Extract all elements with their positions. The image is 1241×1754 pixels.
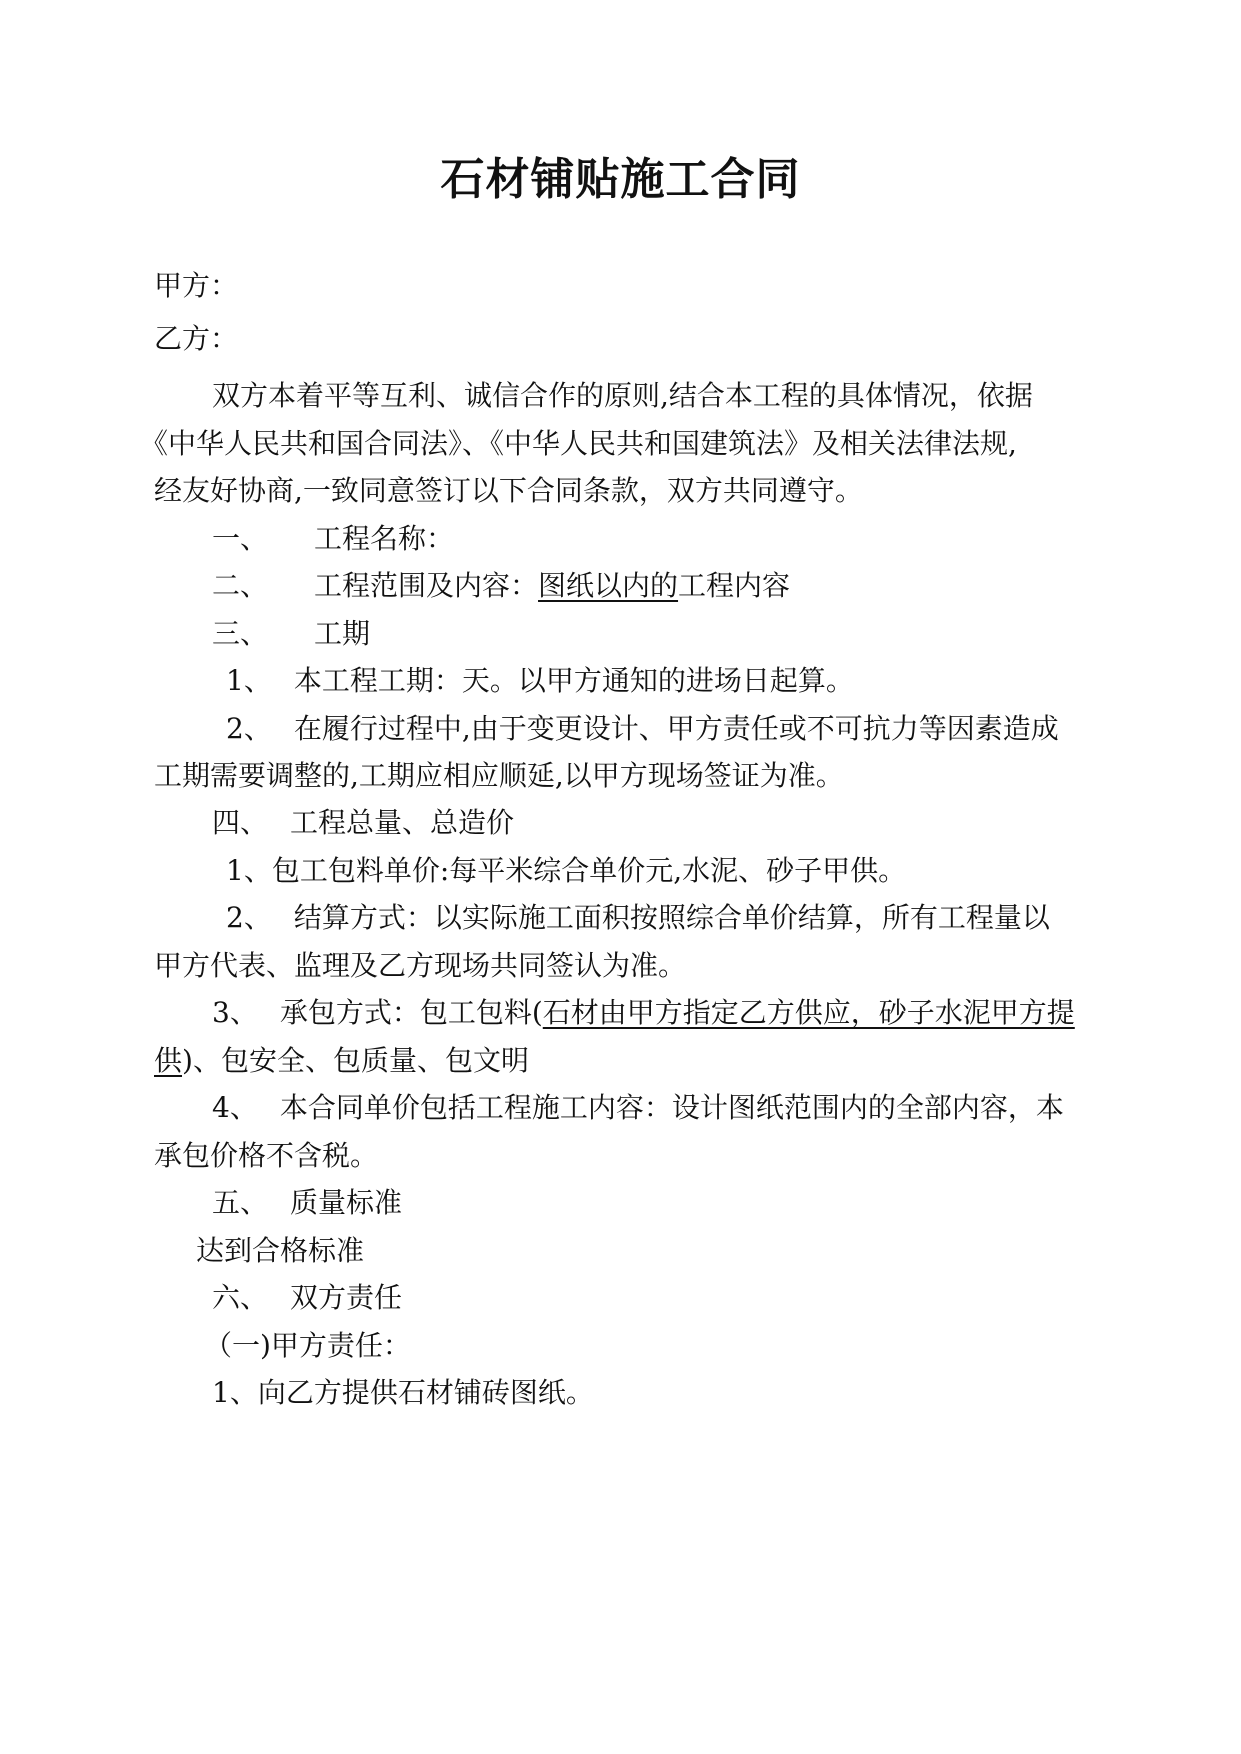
section-6-text: 双方责任 bbox=[290, 1281, 403, 1314]
section-4-item-4-continued: 承包价格不含税。 bbox=[154, 1139, 379, 1172]
section-4-item-2 bbox=[226, 898, 1050, 938]
item-text: 本合同单价包括工程施工内容：设计图纸范围内的全部内容，本 bbox=[279, 1091, 1064, 1124]
section-3-number: 三、 bbox=[212, 617, 269, 650]
item-number: 2、 bbox=[226, 712, 272, 745]
section-3-item-2 bbox=[226, 709, 1059, 749]
item-text: 承包方式：包工包料( bbox=[279, 996, 543, 1029]
section-3-item-1 bbox=[226, 661, 854, 701]
section-5-text: 质量标准 bbox=[290, 1186, 403, 1219]
section-5 bbox=[212, 1183, 402, 1223]
section-4-number: 四、 bbox=[212, 806, 269, 839]
section-1-text: 工程名称： bbox=[314, 522, 455, 555]
party-a-label: 甲方： bbox=[154, 269, 239, 302]
section-1 bbox=[212, 519, 454, 559]
section-2-text: 工程范围及内容： bbox=[314, 569, 539, 602]
intro-line-1: 双方本着平等互利、诚信合作的原则,结合本工程的具体情况，依据 bbox=[212, 379, 1033, 412]
section-4-text: 工程总量、总造价 bbox=[290, 806, 515, 839]
item-number: 4、 bbox=[212, 1091, 258, 1124]
item-number: 2、 bbox=[226, 901, 272, 934]
section-3-item-2-continued: 工期需要调整的,工期应相应顺延,以甲方现场签证为准。 bbox=[154, 759, 844, 792]
item-underlined-text: 石材由甲方指定乙方供应，砂子水泥甲方提 bbox=[542, 996, 1075, 1029]
intro-line-2: 《中华人民共和国合同法》、《中华人民共和国建筑法》及相关法律法规, bbox=[140, 427, 1017, 460]
section-4-item-3-continued bbox=[154, 1041, 529, 1081]
intro-line-3: 经友好协商,一致同意签订以下合同条款，双方共同遵守。 bbox=[154, 474, 863, 507]
section-2-number: 二、 bbox=[212, 569, 269, 602]
section-4 bbox=[212, 803, 514, 843]
section-6 bbox=[212, 1278, 402, 1318]
item-text: 本工程工期：天。以甲方通知的进场日起算。 bbox=[293, 664, 854, 697]
section-4-item-2-continued: 甲方代表、监理及乙方现场共同签认为准。 bbox=[154, 949, 687, 982]
section-6-subsection-1: （一)甲方责任： bbox=[204, 1329, 411, 1362]
section-3-text: 工期 bbox=[314, 617, 371, 650]
section-1-number: 一、 bbox=[212, 522, 269, 555]
section-6-number: 六、 bbox=[212, 1281, 269, 1314]
document-title: 石材铺贴施工合同 bbox=[440, 154, 801, 205]
item-text: 在履行过程中,由于变更设计、甲方责任或不可抗力等因素造成 bbox=[293, 712, 1059, 745]
section-5-number: 五、 bbox=[212, 1186, 269, 1219]
item-number: 3、 bbox=[212, 996, 258, 1029]
item-text: )、包安全、包质量、包文明 bbox=[182, 1044, 529, 1077]
section-4-item-4 bbox=[212, 1088, 1064, 1128]
section-2 bbox=[212, 566, 790, 606]
item-number: 1、 bbox=[226, 664, 272, 697]
section-2-text-after: 工程内容 bbox=[678, 569, 791, 602]
section-2-underlined-text: 图纸以内的 bbox=[538, 569, 679, 602]
party-b-label: 乙方： bbox=[154, 322, 239, 355]
section-6-subsection-1-item-1: 1、向乙方提供石材铺砖图纸。 bbox=[212, 1376, 594, 1409]
section-3 bbox=[212, 614, 370, 654]
item-underlined-text: 供 bbox=[154, 1044, 183, 1077]
section-5-body: 达到合格标准 bbox=[196, 1234, 365, 1267]
item-text: 结算方式：以实际施工面积按照综合单价结算，所有工程量以 bbox=[293, 901, 1050, 934]
section-4-item-3 bbox=[212, 993, 1075, 1033]
section-4-item-1: 1、包工包料单价:每平米综合单价元,水泥、砂子甲供。 bbox=[226, 854, 907, 887]
